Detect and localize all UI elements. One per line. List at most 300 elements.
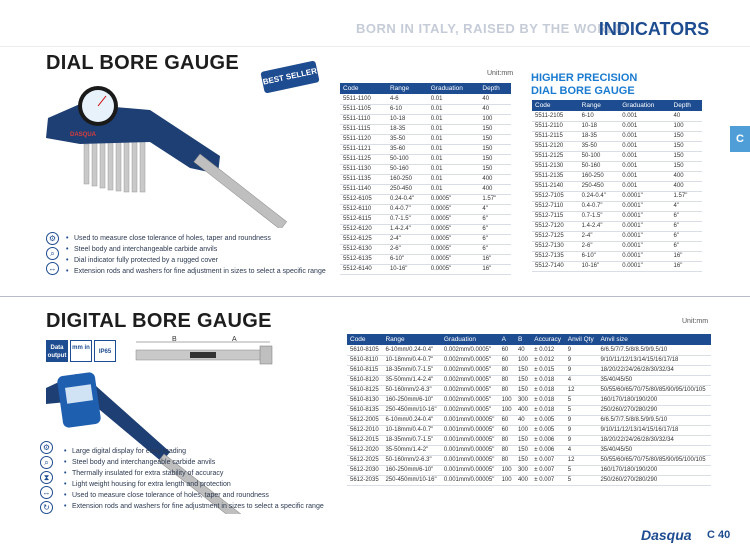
- table-cell: 160/170/180/190/200: [597, 465, 711, 475]
- higher-precision-table: [532, 100, 702, 272]
- table-row: [340, 184, 511, 194]
- table-cell: 5511-2110: [532, 121, 579, 131]
- table-cell: 10-18mm/0.4-0.7": [382, 425, 440, 435]
- table-cell: 18/20/22/24/26/28/30/32/34: [597, 365, 711, 375]
- data-output-icon: Data output: [46, 340, 68, 362]
- table-cell: 40: [671, 111, 702, 121]
- feature-item: • Light weight housing for extra length and protection: [64, 479, 324, 490]
- table-cell: 60: [499, 425, 515, 435]
- gear-icon: ⚙: [46, 232, 59, 245]
- table-cell: 5512-7130: [532, 241, 579, 251]
- table-cell: 100: [515, 425, 531, 435]
- table-cell: 80: [499, 365, 515, 375]
- table-cell: 5512-7135: [532, 251, 579, 261]
- arrows-icon: ↔: [46, 262, 59, 275]
- table-cell: 5512-6105: [340, 194, 387, 204]
- section-divider: [0, 296, 750, 297]
- table-row: [347, 395, 711, 405]
- table-cell: 250-450mm/10-16": [382, 475, 440, 485]
- table-row: [347, 475, 711, 485]
- table-cell: 5612-2030: [347, 465, 382, 475]
- table-cell: 5511-2105: [532, 111, 579, 121]
- table-cell: 5511-2140: [532, 181, 579, 191]
- dimension-b-label: B: [172, 336, 177, 343]
- table-row: [340, 214, 511, 224]
- table-cell: 160-250: [579, 171, 620, 181]
- table-cell: 150: [515, 445, 531, 455]
- table-cell: 4: [565, 375, 598, 385]
- table-cell: 400: [515, 475, 531, 485]
- table-cell: 5512-6115: [340, 214, 387, 224]
- table-cell: 5612-2010: [347, 425, 382, 435]
- table-cell: 5511-1125: [340, 154, 387, 164]
- table-cell: 35/40/45/50: [597, 445, 711, 455]
- table-cell: 35-50mm/1.4-2": [382, 445, 440, 455]
- column-header: Range: [579, 100, 620, 111]
- table-cell: 1.4-2.4": [387, 224, 428, 234]
- table-row: [347, 455, 711, 465]
- table-row: [347, 445, 711, 455]
- table-row: [340, 104, 511, 114]
- table-cell: 0.002mm/0.0005": [441, 385, 499, 395]
- table-cell: 0.24-0.4": [387, 194, 428, 204]
- table-cell: 5612-2015: [347, 435, 382, 445]
- gear-icon: ⚙: [40, 441, 53, 454]
- section-tab[interactable]: C: [730, 126, 750, 152]
- table-cell: ± 0.018: [531, 385, 564, 395]
- table-row: [347, 365, 711, 375]
- column-header: Code: [347, 334, 382, 345]
- table-cell: 0.0001": [619, 191, 670, 201]
- table-cell: 300: [515, 395, 531, 405]
- table-cell: ± 0.005: [531, 415, 564, 425]
- table-cell: 250-450: [387, 184, 428, 194]
- unit-switch-icon: mm in: [70, 340, 92, 362]
- table-cell: 5511-2115: [532, 131, 579, 141]
- table-cell: 5511-1121: [340, 144, 387, 154]
- table-cell: 35-60: [387, 144, 428, 154]
- table-cell: ± 0.018: [531, 375, 564, 385]
- table-cell: 10-18mm/0.4-0.7": [382, 355, 440, 365]
- table-cell: 18-35: [579, 131, 620, 141]
- table-cell: 5612-2025: [347, 455, 382, 465]
- table-cell: 6/6.5/7/7.5/8/8.5/9/9.5/10: [597, 345, 711, 355]
- table-cell: 5512-7105: [532, 191, 579, 201]
- table-cell: 0.001: [619, 111, 670, 121]
- table-row: [532, 131, 702, 141]
- table-cell: 2-6": [387, 244, 428, 254]
- column-header: Graduation: [428, 83, 480, 94]
- table-cell: 0.0005": [428, 234, 480, 244]
- table-cell: 0.0005": [428, 194, 480, 204]
- table-row: [340, 254, 511, 264]
- table-cell: 5511-1140: [340, 184, 387, 194]
- table-cell: 0.01: [428, 94, 480, 104]
- table-cell: 300: [515, 465, 531, 475]
- table-cell: 150: [515, 365, 531, 375]
- table-cell: 1.4-2.4": [579, 221, 620, 231]
- gauge-brand-label: DASQUA: [70, 132, 97, 138]
- column-header: Depth: [671, 100, 702, 111]
- table-cell: 4": [671, 201, 702, 211]
- table-cell: 160/170/180/190/200: [597, 395, 711, 405]
- column-header: B: [515, 334, 531, 345]
- feature-item: • Steel body and interchangeable carbide anvils: [66, 244, 326, 255]
- dial-bore-gauge-illustration: [40, 78, 320, 228]
- table-cell: 0.01: [428, 124, 480, 134]
- table-cell: 40: [479, 94, 511, 104]
- table-cell: 6-10: [579, 111, 620, 121]
- table-cell: 9/10/11/12/13/14/15/16/17/18: [597, 425, 711, 435]
- table-row: [532, 141, 702, 151]
- table-row: [340, 94, 511, 104]
- table-cell: 18-35mm/0.7-1.5": [382, 365, 440, 375]
- table-row: [340, 204, 511, 214]
- table-row: [532, 221, 702, 231]
- table-cell: 5512-6120: [340, 224, 387, 234]
- column-header: Anvil size: [597, 334, 711, 345]
- table-cell: 5610-8105: [347, 345, 382, 355]
- table-cell: 150: [515, 435, 531, 445]
- table-cell: ± 0.012: [531, 355, 564, 365]
- table-cell: 5512-6110: [340, 204, 387, 214]
- table-cell: 0.001mm/0.00005": [441, 445, 499, 455]
- table-row: [347, 465, 711, 475]
- column-header: Code: [340, 83, 387, 94]
- table-cell: 100: [479, 114, 511, 124]
- table-cell: 50-160: [387, 164, 428, 174]
- dial-bore-gauge-table: [340, 83, 511, 275]
- table-cell: 4-6: [387, 94, 428, 104]
- table-cell: 9: [565, 345, 598, 355]
- table-row: [532, 261, 702, 271]
- table-row: [340, 174, 511, 184]
- table-cell: 400: [671, 171, 702, 181]
- table-cell: 0.0005": [428, 264, 480, 274]
- table-cell: ± 0.012: [531, 345, 564, 355]
- table-cell: 5511-1135: [340, 174, 387, 184]
- feature-item: • Large digital display for easy reading: [64, 446, 324, 457]
- table-cell: 0.002mm/0.0005": [441, 365, 499, 375]
- table-cell: 12: [565, 385, 598, 395]
- table-cell: 5610-8110: [347, 355, 382, 365]
- table-cell: 35/40/45/50: [597, 375, 711, 385]
- table-header-row: [532, 100, 702, 111]
- table-cell: 1.57": [671, 191, 702, 201]
- table-cell: 100: [499, 465, 515, 475]
- table-cell: 400: [671, 181, 702, 191]
- table-cell: 5610-8120: [347, 375, 382, 385]
- table-cell: 100: [671, 121, 702, 131]
- table-cell: 0.0001": [619, 241, 670, 251]
- table-cell: 6": [479, 214, 511, 224]
- table-cell: 0.001mm/0.00005": [441, 425, 499, 435]
- table-row: [347, 415, 711, 425]
- table-cell: 150: [515, 375, 531, 385]
- table-row: [532, 171, 702, 181]
- table-cell: 150: [671, 151, 702, 161]
- table-cell: 5511-1115: [340, 124, 387, 134]
- table-cell: 0.0005": [428, 244, 480, 254]
- table-cell: 5: [565, 395, 598, 405]
- table-cell: 4: [565, 445, 598, 455]
- table-row: [340, 164, 511, 174]
- table-row: [532, 241, 702, 251]
- table-cell: 150: [515, 385, 531, 395]
- table-cell: 0.01: [428, 164, 480, 174]
- table-cell: 0.4-0.7": [387, 204, 428, 214]
- table-cell: 35-50: [579, 141, 620, 151]
- table-cell: ± 0.006: [531, 435, 564, 445]
- table-cell: 16": [479, 254, 511, 264]
- table-row: [532, 181, 702, 191]
- table-row: [532, 121, 702, 131]
- table-cell: 0.0005": [428, 224, 480, 234]
- table-cell: 250/260/270/280/290: [597, 405, 711, 415]
- table-cell: 5512-7120: [532, 221, 579, 231]
- table-cell: 5612-2005: [347, 415, 382, 425]
- swirl-icon: ↻: [40, 501, 53, 514]
- table-cell: 0.01: [428, 144, 480, 154]
- table-cell: 6-10": [579, 251, 620, 261]
- table-header-row: [347, 334, 711, 345]
- table-cell: 0.001: [619, 121, 670, 131]
- table-cell: 9: [565, 415, 598, 425]
- table-cell: 0.01: [428, 134, 480, 144]
- table-cell: 0.0001": [619, 201, 670, 211]
- column-header: Graduation: [441, 334, 499, 345]
- table-cell: 2-4": [387, 234, 428, 244]
- table-cell: 0.0001": [619, 261, 670, 271]
- table-cell: 5511-1100: [340, 94, 387, 104]
- table-cell: 6-10: [387, 104, 428, 114]
- table-cell: 150: [479, 124, 511, 134]
- table-cell: 0.002mm/0.0005": [441, 355, 499, 365]
- table-row: [340, 144, 511, 154]
- table-cell: 50-100: [387, 154, 428, 164]
- table-cell: 5610-8130: [347, 395, 382, 405]
- table-cell: 6": [479, 244, 511, 254]
- table-row: [532, 161, 702, 171]
- table-cell: 35-50mm/1.4-2.4": [382, 375, 440, 385]
- table-cell: 0.01: [428, 114, 480, 124]
- table-cell: 18/20/22/24/26/28/30/32/34: [597, 435, 711, 445]
- table-cell: 18-35: [387, 124, 428, 134]
- table-row: [532, 211, 702, 221]
- table-cell: 0.0001": [619, 231, 670, 241]
- table-cell: 100: [499, 475, 515, 485]
- table-row: [340, 134, 511, 144]
- table-cell: 60: [499, 415, 515, 425]
- table-cell: 150: [479, 134, 511, 144]
- table-cell: 5610-8115: [347, 365, 382, 375]
- table-cell: 5511-2120: [532, 141, 579, 151]
- table-cell: ± 0.006: [531, 445, 564, 455]
- table-cell: ± 0.007: [531, 455, 564, 465]
- table-cell: 5512-6140: [340, 264, 387, 274]
- table-row: [347, 405, 711, 415]
- table-cell: 5511-1105: [340, 104, 387, 114]
- table-cell: 10-16": [387, 264, 428, 274]
- dial-bore-gauge-title: DIAL BORE GAUGE: [46, 52, 240, 74]
- table-cell: 80: [499, 445, 515, 455]
- table-cell: 6": [671, 241, 702, 251]
- table-cell: 5612-2020: [347, 445, 382, 455]
- table-row: [347, 385, 711, 395]
- table-row: [532, 111, 702, 121]
- table-cell: 1.57": [479, 194, 511, 204]
- table-cell: 5: [565, 405, 598, 415]
- table-cell: 0.01: [428, 184, 480, 194]
- table-row: [532, 191, 702, 201]
- magnifier-icon: ⌕: [46, 247, 59, 260]
- table-cell: 5512-6135: [340, 254, 387, 264]
- table-cell: 6": [479, 224, 511, 234]
- feature-item: • Thermally insulated for extra stability of accuracy: [64, 468, 324, 479]
- table-cell: 150: [671, 141, 702, 151]
- table-cell: 100: [499, 405, 515, 415]
- table-cell: 150: [671, 161, 702, 171]
- section-banner: INDICATORS: [598, 19, 710, 39]
- digital-bore-gauge-table: [347, 334, 711, 486]
- table-cell: 6": [671, 221, 702, 231]
- feature-item: • Steel body and interchangeable carbide anvils: [64, 457, 324, 468]
- table-cell: ± 0.015: [531, 365, 564, 375]
- table-row: [340, 114, 511, 124]
- table-cell: 0.0001": [619, 221, 670, 231]
- table-cell: 6": [479, 234, 511, 244]
- table-cell: 10-16": [579, 261, 620, 271]
- table-cell: 160-250: [387, 174, 428, 184]
- feature-item: • Extension rods and washers for fine adjustment in sizes to select a specific range: [66, 266, 326, 277]
- table-cell: 250-450mm/10-16": [382, 405, 440, 415]
- dial-feature-list: [66, 233, 326, 277]
- table-row: [532, 251, 702, 261]
- brand-logo: Dasqua: [641, 527, 692, 543]
- table-row: [340, 244, 511, 254]
- table-cell: 40: [515, 345, 531, 355]
- column-header: A: [499, 334, 515, 345]
- table-cell: 150: [479, 144, 511, 154]
- table-cell: 80: [499, 435, 515, 445]
- table-cell: 5512-7115: [532, 211, 579, 221]
- table-cell: 160-250mm/6-10": [382, 395, 440, 405]
- table-cell: 5511-2125: [532, 151, 579, 161]
- column-header: Anvil Qty: [565, 334, 598, 345]
- column-header: Range: [387, 83, 428, 94]
- table-cell: 5: [565, 475, 598, 485]
- table-cell: 0.01: [428, 174, 480, 184]
- table-cell: 0.0001": [619, 211, 670, 221]
- higher-precision-title-line2: DIAL BORE GAUGE: [531, 85, 635, 97]
- table-cell: 400: [515, 405, 531, 415]
- feature-item: • Dial indicator fully protected by a rugged cover: [66, 255, 326, 266]
- table-cell: 50-160: [579, 161, 620, 171]
- digital-feature-list: [64, 446, 324, 512]
- table-cell: 0.7-1.5": [387, 214, 428, 224]
- table-cell: 5512-7140: [532, 261, 579, 271]
- table-cell: 5511-1130: [340, 164, 387, 174]
- table-row: [340, 224, 511, 234]
- table-cell: 9/10/11/12/13/14/15/16/17/18: [597, 355, 711, 365]
- table-cell: 0.002mm/0.0005": [441, 375, 499, 385]
- table-cell: 0.01: [428, 104, 480, 114]
- table-cell: 0.001: [619, 131, 670, 141]
- table-cell: 0.24-0.4": [579, 191, 620, 201]
- table-cell: ± 0.007: [531, 475, 564, 485]
- table-header-row: [340, 83, 511, 94]
- table-cell: 5512-6130: [340, 244, 387, 254]
- table-cell: 0.001: [619, 141, 670, 151]
- higher-precision-title-line1: HIGHER PRECISION: [531, 72, 638, 84]
- digital-bore-gauge-title: DIGITAL BORE GAUGE: [46, 310, 272, 332]
- table-row: [340, 194, 511, 204]
- table-cell: 50/55/60/65/70/75/80/85/90/95/100/105: [597, 455, 711, 465]
- table-cell: 150: [515, 455, 531, 465]
- table-cell: 0.01: [428, 154, 480, 164]
- table-cell: 40: [515, 415, 531, 425]
- table-cell: 5512-7125: [532, 231, 579, 241]
- table-cell: 50-160mm/2-6.3": [382, 385, 440, 395]
- table-row: [340, 154, 511, 164]
- table-cell: 10-18: [387, 114, 428, 124]
- table-cell: 160-250mm/6-10": [382, 465, 440, 475]
- table-cell: 16": [479, 264, 511, 274]
- table-cell: 6": [671, 211, 702, 221]
- table-cell: 50-100: [579, 151, 620, 161]
- table-cell: 80: [499, 455, 515, 465]
- table-cell: 50-160mm/2-6.3": [382, 455, 440, 465]
- table-cell: 0.0005": [428, 204, 480, 214]
- table-cell: 40: [479, 104, 511, 114]
- table-cell: 18-35mm/0.7-1.5": [382, 435, 440, 445]
- table-cell: 250-450: [579, 181, 620, 191]
- table-cell: 0.002mm/0.0005": [441, 395, 499, 405]
- table-cell: 5610-8135: [347, 405, 382, 415]
- table-cell: 9: [565, 425, 598, 435]
- table-cell: ± 0.018: [531, 405, 564, 415]
- table-cell: 9: [565, 435, 598, 445]
- table-cell: 250/260/270/280/290: [597, 475, 711, 485]
- table-cell: 35-50: [387, 134, 428, 144]
- table-cell: 5512-7110: [532, 201, 579, 211]
- feature-item: • Used to measure close tolerance of holes, taper and roundness: [66, 233, 326, 244]
- column-header: Graduation: [619, 100, 670, 111]
- table-cell: 6": [671, 231, 702, 241]
- table-cell: 0.0005": [428, 214, 480, 224]
- table-cell: 5612-2035: [347, 475, 382, 485]
- dial-unit-label: Unit:mm: [487, 70, 514, 77]
- table-cell: 400: [479, 184, 511, 194]
- table-row: [347, 355, 711, 365]
- table-cell: 9: [565, 355, 598, 365]
- table-cell: ± 0.005: [531, 425, 564, 435]
- table-cell: 0.001: [619, 181, 670, 191]
- table-row: [347, 425, 711, 435]
- table-cell: 0.001: [619, 151, 670, 161]
- page-number: C 40: [707, 529, 731, 541]
- table-cell: 0.001mm/0.00005": [441, 475, 499, 485]
- table-cell: 0.001: [619, 171, 670, 181]
- table-cell: 0.4-0.7": [579, 201, 620, 211]
- table-cell: 0.7-1.5": [579, 211, 620, 221]
- table-row: [532, 201, 702, 211]
- table-cell: 6-10mm/0.24-0.4": [382, 415, 440, 425]
- table-cell: 6/6.5/7/7.5/8/8.5/9/9.5/10: [597, 415, 711, 425]
- table-cell: 2-6": [579, 241, 620, 251]
- column-header: Code: [532, 100, 579, 111]
- table-cell: 100: [515, 355, 531, 365]
